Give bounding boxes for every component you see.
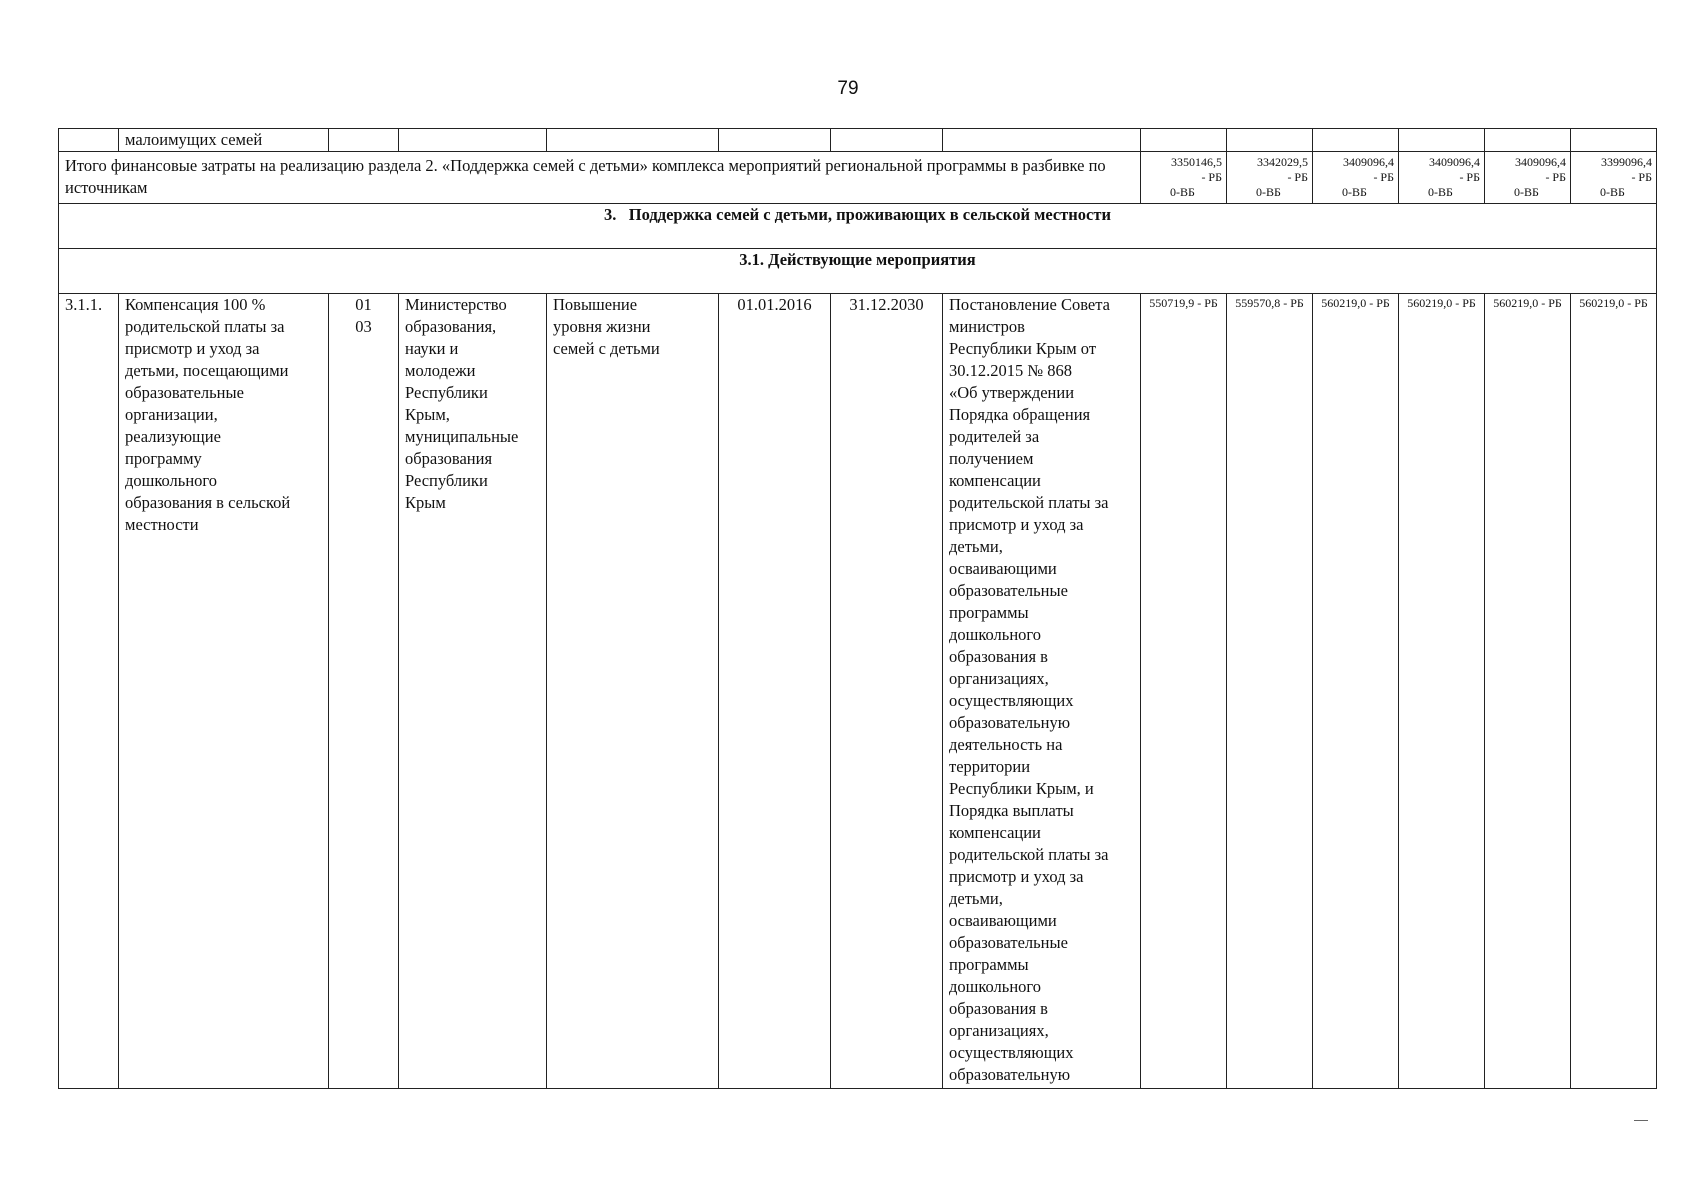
item-basis: Постановление Совета министров Республики Крым от 30.12.2015 № 868 «Об утверждении Порядка обращения родителей за получением компенсации родительской платы за присмотр и уход за детьми, осваивающими образовательные программы дошкольного образования в организациях, осуществляющих образовательную деятельность на территории Республики Крым, и Порядка выплаты компенсации родительской платы за присмотр и уход за детьми, осваивающими образовательные программы дошкольного образования в организациях, осуществляющих образовательную [943, 294, 1141, 1089]
total-vb: 0-ВБ [1170, 185, 1195, 199]
item-rb: - РБ [1627, 296, 1648, 310]
total-value-cell [1313, 152, 1399, 204]
cont-cell-end [831, 129, 943, 152]
item-rb: - РБ [1455, 296, 1476, 310]
table-row [59, 294, 1657, 1089]
item-amount: 560219,0 [1493, 296, 1539, 310]
section-heading-row [59, 204, 1657, 249]
item-rb: - РБ [1541, 296, 1562, 310]
total-amount: 3409096,4 [1515, 155, 1566, 169]
total-rb: - РБ [1201, 170, 1222, 184]
total-amount: 3409096,4 [1343, 155, 1394, 169]
item-executor: Министерство образования, науки и молодежи Республики Крым, муниципальные образования Республики Крым [399, 294, 547, 1089]
item-number: 3.1.1. [59, 294, 119, 1089]
item-result: Повышение уровня жизни семей с детьми [547, 294, 719, 1089]
item-rb: - РБ [1369, 296, 1390, 310]
cont-cell-start [719, 129, 831, 152]
item-value-cell [1399, 294, 1485, 1089]
item-value-cell [1571, 294, 1657, 1089]
cont-cell-result [547, 129, 719, 152]
total-rb: - РБ [1373, 170, 1394, 184]
total-amount: 3350146,5 [1171, 155, 1222, 169]
total-rb: - РБ [1459, 170, 1480, 184]
total-vb: 0-ВБ [1256, 185, 1281, 199]
total-rb: - РБ [1287, 170, 1308, 184]
cont-cell-year [1313, 129, 1399, 152]
total-vb: 0-ВБ [1428, 185, 1453, 199]
scan-artifact [1634, 1120, 1648, 1121]
item-rb: - РБ [1197, 296, 1218, 310]
cont-cell-year [1227, 129, 1313, 152]
item-amount: 560219,0 [1321, 296, 1367, 310]
total-amount: 3409096,4 [1429, 155, 1480, 169]
page-number: 79 [837, 78, 859, 99]
cont-cell-code [329, 129, 399, 152]
total-vb: 0-ВБ [1600, 185, 1625, 199]
subsection-title: 3.1. Действующие мероприятия [59, 249, 1657, 294]
item-value-cell [1485, 294, 1571, 1089]
item-value-cell [1227, 294, 1313, 1089]
cont-cell-year [1571, 129, 1657, 152]
cont-cell-year [1399, 129, 1485, 152]
total-value-cell [1571, 152, 1657, 204]
total-amount: 3342029,5 [1257, 155, 1308, 169]
item-start-date: 01.01.2016 [719, 294, 831, 1089]
total-value-cell [1399, 152, 1485, 204]
cont-cell-year [1141, 129, 1227, 152]
item-amount: 560219,0 [1579, 296, 1625, 310]
cont-cell-number [59, 129, 119, 152]
total-row [59, 152, 1657, 204]
total-value-cell [1485, 152, 1571, 204]
total-rb: - РБ [1545, 170, 1566, 184]
total-value-cell [1141, 152, 1227, 204]
item-value-cell [1141, 294, 1227, 1089]
item-amount: 560219,0 [1407, 296, 1453, 310]
continuation-row [59, 129, 1657, 152]
total-vb: 0-ВБ [1342, 185, 1367, 199]
cont-cell-basis [943, 129, 1141, 152]
total-amount: 3399096,4 [1601, 155, 1652, 169]
item-rb: - РБ [1283, 296, 1304, 310]
total-rb: - РБ [1631, 170, 1652, 184]
total-vb: 0-ВБ [1514, 185, 1539, 199]
item-amount: 550719,9 [1149, 296, 1195, 310]
subsection-heading-row [59, 249, 1657, 294]
program-table [58, 128, 1657, 1089]
cont-cell-name: малоимущих семей [119, 129, 329, 152]
total-label: Итого финансовые затраты на реализацию раздела 2. «Поддержка семей с детьми» комплекса мероприятий региональной программы в разбивке по источникам [59, 152, 1141, 204]
item-name: Компенсация 100 % родительской платы за присмотр и уход за детьми, посещающими образовательные организации, реализующие программу дошкольного образования в сельской местности [119, 294, 329, 1089]
cont-cell-year [1485, 129, 1571, 152]
cont-cell-executor [399, 129, 547, 152]
item-value-cell [1313, 294, 1399, 1089]
section-title: 3. Поддержка семей с детьми, проживающих в сельской местности [59, 204, 1657, 249]
item-code: 01 03 [329, 294, 399, 1089]
total-value-cell [1227, 152, 1313, 204]
item-amount: 559570,8 [1235, 296, 1281, 310]
item-end-date: 31.12.2030 [831, 294, 943, 1089]
